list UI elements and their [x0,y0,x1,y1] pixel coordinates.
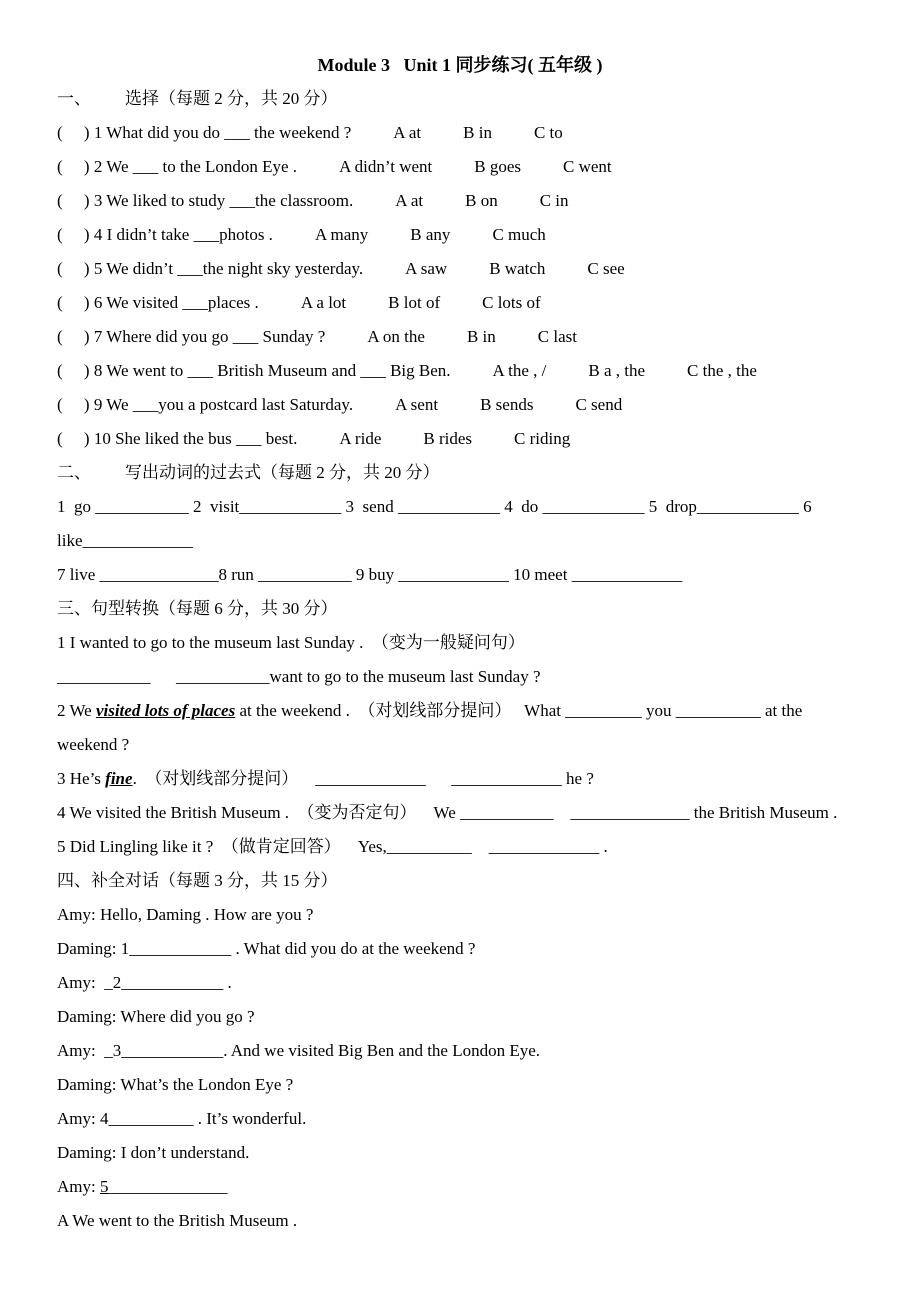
option-a: A the , / [492,361,547,380]
mc-question-1 [0,116,920,150]
q3-text-pre: 3 He’s [57,769,106,788]
option-a: A didn’t went [339,157,433,176]
option-c: C much [492,225,546,244]
dialogue-amy-5 [0,1170,920,1204]
dialogue-amy-2: Amy: _2____________ . [57,973,232,992]
option-a: A at [393,123,422,142]
option-c: C see [587,259,625,278]
mc-question-4 [0,218,920,252]
option-c: C lots of [482,293,541,312]
question-stem: ( ) 4 I didn’t take ___photos . [57,225,273,244]
q2-text-post: at the weekend . （对划线部分提问） What _________ you __________ at the [235,701,803,720]
question-stem: ( ) 1 What did you do ___ the weekend ? [57,123,352,142]
q2-underlined-phrase: visited lots of places [95,701,236,720]
dialogue-amy-3: Amy: _3____________. And we visited Big Ben and the London Eye. [57,1041,541,1060]
question-stem: ( ) 9 We ___you a postcard last Saturday. [57,395,354,414]
dialogue-daming-1: Daming: 1____________ . What did you do at the weekend ? [57,939,476,958]
transform-q2-continuation: weekend ? [57,735,130,754]
mc-question-10 [0,422,920,456]
mc-question-2 [0,150,920,184]
question-stem: ( ) 2 We ___ to the London Eye . [57,157,298,176]
question-stem: ( ) 3 We liked to study ___the classroom. [57,191,354,210]
option-a: A saw [405,259,448,278]
mc-question-3 [0,184,920,218]
transform-q5: 5 Did Lingling like it ? （做肯定回答） Yes,__________ _____________ . [57,837,608,856]
option-c: C in [539,191,569,210]
amy5-blank: ______________ [108,1177,228,1196]
section-2-header: 二、 写出动词的过去式（每题 2 分，共 20 分） [57,463,440,482]
dialogue-daming-3: Daming: What’s the London Eye ? [57,1075,294,1094]
question-stem: ( ) 10 She liked the bus ___ best. [57,429,298,448]
option-a: A ride [339,429,382,448]
q3-underlined-word: fine [105,769,133,788]
mc-question-9 [0,388,920,422]
page-title: Module 3 Unit 1 同步练习( 五年级 ) [317,55,603,75]
question-stem: ( ) 5 We didn’t ___the night sky yesterday. [57,259,364,278]
option-b: B in [466,327,496,346]
option-a: A many [314,225,369,244]
option-b: B watch [489,259,546,278]
past-tense-line-2: like_____________ [57,531,193,550]
section-1-header: 一、 选择（每题 2 分，共 20 分） [57,89,338,108]
mc-question-6 [0,286,920,320]
q3-text-post: . （对划线部分提问） _____________ _____________ he ? [132,769,594,788]
option-a: A on the [367,327,425,346]
option-a: A a lot [300,293,347,312]
past-tense-line-3: 7 live ______________8 run ___________ 9 buy _____________ 10 meet _____________ [57,565,683,584]
section-4-header: 四、补全对话（每题 3 分，共 15 分） [57,871,338,890]
option-b: B in [463,123,492,142]
option-b: B sends [480,395,534,414]
mc-question-5 [0,252,920,286]
q2-text-pre: 2 We [57,701,96,720]
question-stem: ( ) 8 We went to ___ British Museum and ___ Big Ben. [57,361,451,380]
dialogue-amy-4: Amy: 4__________ . It’s wonderful. [57,1109,307,1128]
option-b: B a , the [588,361,646,380]
question-stem: ( ) 7 Where did you go ___ Sunday ? [57,327,326,346]
option-c: C send [575,395,623,414]
transform-q1-stem: 1 I wanted to go to the museum last Sunday . （变为一般疑问句） [57,633,525,652]
past-tense-line-1: 1 go ___________ 2 visit____________ 3 send ____________ 4 do ____________ 5 drop____________ 6 [57,497,812,516]
option-c: C riding [514,429,571,448]
option-c: C went [563,157,612,176]
option-c: C to [533,123,563,142]
transform-q1-answer-blanks: ___________ ___________want to go to the museum last Sunday ? [57,667,541,686]
option-b: B rides [423,429,473,448]
dialogue-daming-2: Daming: Where did you go ? [57,1007,255,1026]
amy5-text-pre: Amy: [57,1177,100,1196]
transform-q2-stem [0,694,920,728]
option-b: B lot of [388,293,441,312]
section-3-header: 三、句型转换（每题 6 分，共 30 分） [57,599,338,618]
option-a: A sent [395,395,439,414]
mc-question-8 [0,354,920,388]
option-c: C the , the [687,361,757,380]
amy5-number: 5 [99,1177,109,1196]
dialogue-amy-1: Amy: Hello, Daming . How are you ? [57,905,314,924]
transform-q4: 4 We visited the British Museum . （变为否定句） We ___________ ______________ the British Museum . [57,803,838,822]
dialogue-answer-option-a: A We went to the British Museum . [57,1211,298,1230]
question-stem: ( ) 6 We visited ___places . [57,293,259,312]
dialogue-daming-4: Daming: I don’t understand. [57,1143,250,1162]
option-b: B goes [474,157,521,176]
option-b: B on [465,191,498,210]
option-b: B any [410,225,451,244]
mc-question-7 [0,320,920,354]
transform-q3-stem [0,762,920,796]
option-a: A at [395,191,424,210]
option-c: C last [537,327,577,346]
